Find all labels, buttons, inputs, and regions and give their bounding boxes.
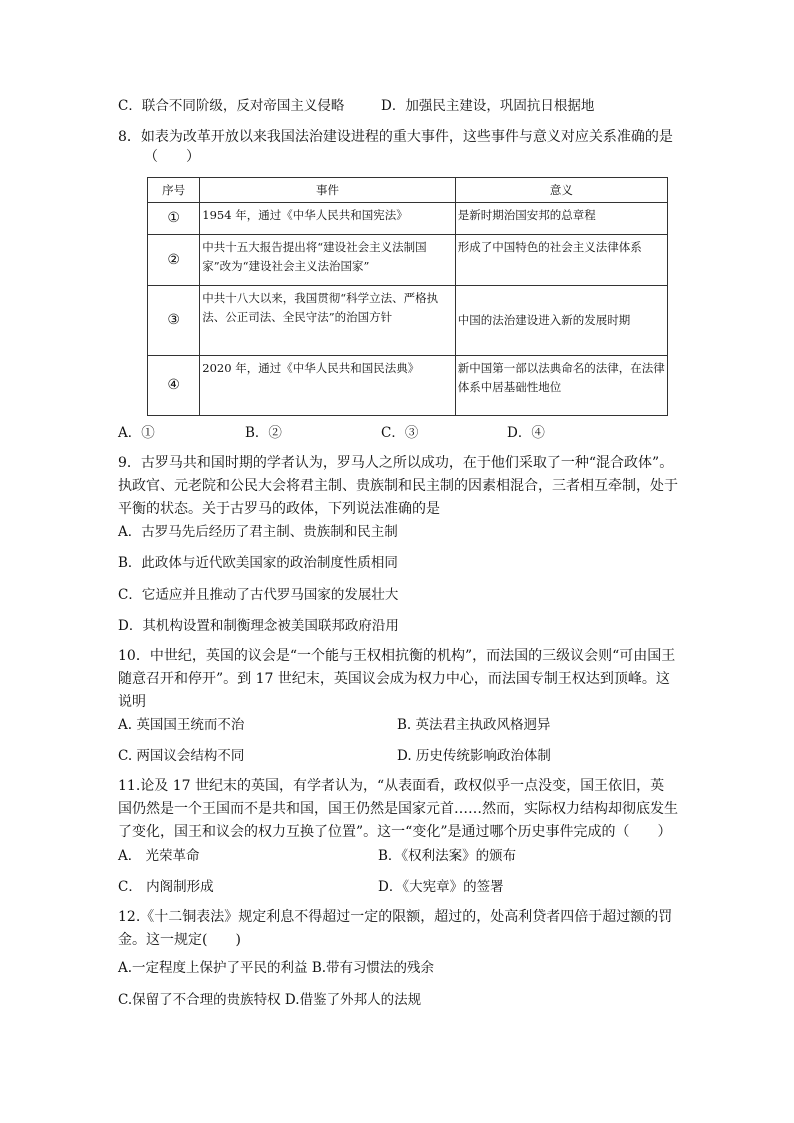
q11-option-a: A． 光荣革命 xyxy=(118,848,200,864)
table-row xyxy=(148,286,668,356)
q12-stem: 12.《十二铜表法》规定利息不得超过一定的限额，超过的，处高利贷者四倍于超过额的罚金。这一规定( ) xyxy=(118,909,673,948)
table-cell-meaning: 形成了中国特色的社会主义法律体系 xyxy=(455,235,667,286)
table-cell-meaning: 中国的法治建设进入新的发展时期 xyxy=(455,286,667,356)
q11-option-b: B．《权利法案》的颁布 xyxy=(378,848,517,864)
q10-option-c: C. 两国议会结构不同 xyxy=(118,748,245,764)
q9-option-a: A．古罗马先后经历了君主制、贵族制和民主制 xyxy=(118,524,398,540)
q8-option-d: D．④ xyxy=(507,425,545,441)
q9-option-b: B．此政体与近代欧美国家的政治制度性质相同 xyxy=(118,555,398,571)
table-cell-event: 1954 年，通过《中华人民共和国宪法》 xyxy=(200,203,455,235)
q11-stem: 11.论及 17 世纪末的英国，有学者认为，“从表面看，政权似乎一点没变，国王依旧，英国仍然是一个王国而不是共和国，国王仍然是国家元首……然而，实际权力结构却彻底发生了变化，国王和议会的权力互换了位置”。这一“变化”是通过哪个历史事件完成的（ ） xyxy=(118,778,678,840)
table-row xyxy=(148,203,668,235)
table-header-cell: 意义 xyxy=(455,178,667,203)
q10-option-d: D. 历史传统影响政治体制 xyxy=(397,748,551,764)
q7-option-d: D．加强民主建设，巩固抗日根据地 xyxy=(381,98,595,114)
q8-option-a: A．① xyxy=(118,425,155,441)
table-cell-event: 中共十五大报告提出将“建设社会主义法制国家”改为“建设社会主义法治国家” xyxy=(200,235,455,286)
table-header-row xyxy=(148,178,668,203)
table-cell-meaning: 新中国第一部以法典命名的法律，在法律体系中居基础性地位 xyxy=(455,356,667,416)
table-cell-event: 中共十八大以来，我国贯彻“科学立法、严格执法、公正司法、全民守法”的治国方针 xyxy=(200,286,455,356)
table-cell-num: ④ xyxy=(148,356,200,416)
table-row xyxy=(148,235,668,286)
q10-option-a: A. 英国国王统而不治 xyxy=(118,717,245,733)
q8-option-c: C．③ xyxy=(381,425,419,441)
table-header-cell: 序号 xyxy=(148,178,200,203)
q8-stem: 8．如表为改革开放以来我国法治建设进程的重大事件，这些事件与意义对应关系准确的是 xyxy=(118,129,673,145)
table-cell-meaning: 是新时期治国安邦的总章程 xyxy=(455,203,667,235)
table-cell-num: ③ xyxy=(148,286,200,356)
q10-option-b: B. 英法君主执政风格迥异 xyxy=(397,717,551,733)
table-cell-event: 2020 年，通过《中华人民共和国民法典》 xyxy=(200,356,455,416)
q8-stem-bracket: （ ） xyxy=(144,149,200,165)
table-row xyxy=(148,356,668,416)
table-cell-num: ② xyxy=(148,235,200,286)
q9-option-d: D．其机构设置和制衡理念被美国联邦政府沿用 xyxy=(118,618,399,634)
q8-option-b: B．② xyxy=(245,425,282,441)
table-cell-num: ① xyxy=(148,203,200,235)
q10-stem: 10．中世纪，英国的议会是“一个能与王权相抗衡的机构”，而法国的三级议会则“可由国王随意召开和停开”。到 17 世纪末，英国议会成为权力中心，而法国专制王权达到顶峰。这说明 xyxy=(118,648,676,710)
q7-option-c: C．联合不同阶级，反对帝国主义侵略 xyxy=(118,98,345,114)
q12-options-cd: C.保留了不合理的贵族特权 D.借鉴了外邦人的法规 xyxy=(118,992,422,1008)
table-header-cell: 事件 xyxy=(200,178,455,203)
q8-table xyxy=(147,177,668,416)
q12-options-ab: A.一定程度上保护了平民的利益 B.带有习惯法的残余 xyxy=(118,960,435,976)
q11-option-d: D．《大宪章》的签署 xyxy=(378,879,504,895)
q11-option-c: C． 内阁制形成 xyxy=(118,879,214,895)
q9-stem: 9．古罗马共和国时期的学者认为，罗马人之所以成功，在于他们采取了一种“混合政体”。执政官、元老院和公民大会将君主制、贵族制和民主制的因素相混合，三者相互牵制，处于平衡的状态。关于古罗马的政体，下列说法准确的是 xyxy=(118,455,678,517)
q9-option-c: C．它适应并且推动了古代罗马国家的发展壮大 xyxy=(118,587,399,603)
